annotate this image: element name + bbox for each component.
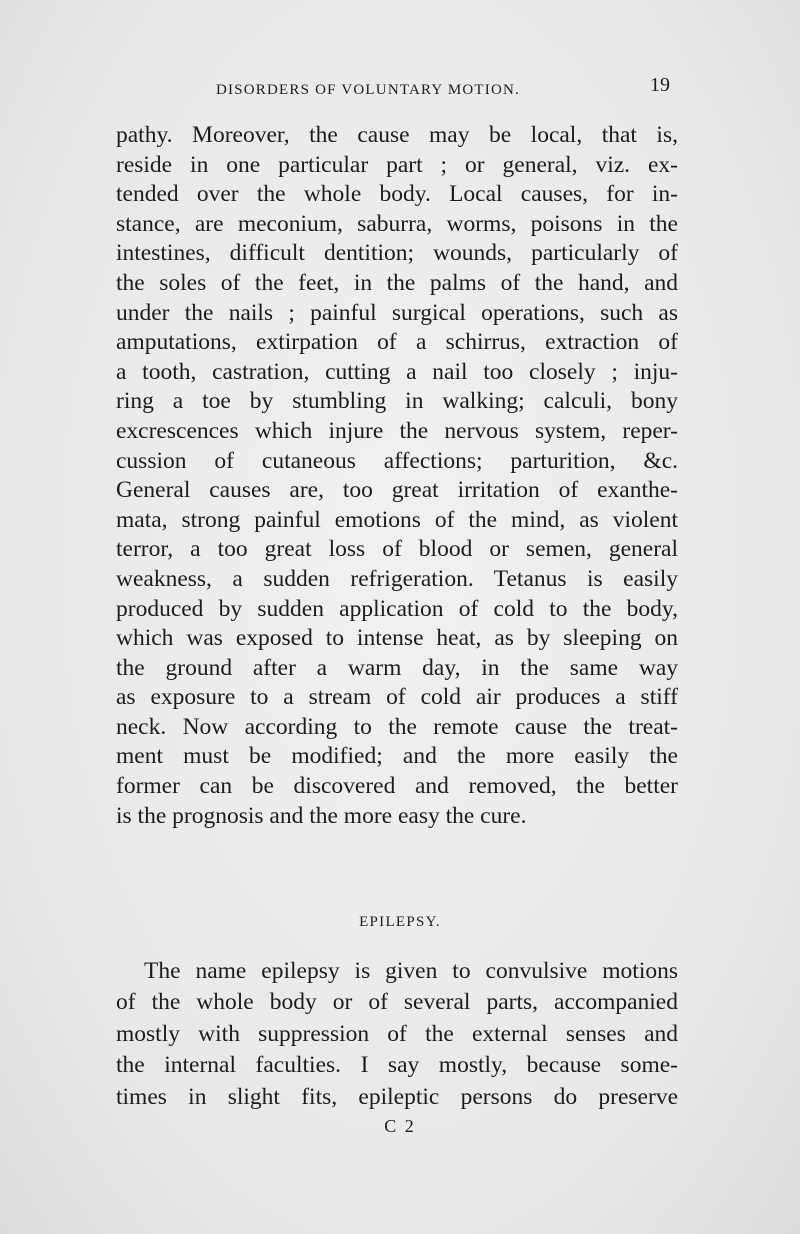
- text-line: terror, a too great loss of blood or semen, general: [116, 536, 678, 563]
- signature-mark: C 2: [384, 1116, 416, 1136]
- text-line: weakness, a sudden refrigeration. Tetanus is easily: [116, 565, 678, 592]
- page-number: 19: [650, 74, 670, 96]
- text-line: former can be discovered and removed, the better: [116, 773, 678, 800]
- text-line: which was exposed to intense heat, as by sleeping on: [116, 625, 678, 652]
- body-paragraph: [116, 121, 678, 831]
- text-line: pathy. Moreover, the cause may be local, that is,: [116, 122, 678, 148]
- text-line: tended over the whole body. Local causes, for in-: [116, 181, 678, 208]
- section-paragraph: [116, 956, 678, 1113]
- section-heading: EPILEPSY.: [359, 914, 441, 930]
- text-line: reside in one particular part ; or general, viz. ex-: [116, 151, 678, 178]
- text-line: as exposure to a stream of cold air produces a stiff: [116, 684, 678, 711]
- running-head: DISORDERS OF VOLUNTARY MOTION.: [216, 82, 520, 98]
- text-line: of the whole body or of several parts, accompanied: [116, 989, 678, 1016]
- text-line: the internal faculties. I say mostly, because some-: [116, 1052, 678, 1079]
- text-line: mostly with suppression of the external senses and: [116, 1020, 678, 1047]
- text-line: times in slight fits, epileptic persons do preserve: [116, 1083, 678, 1110]
- text-line: the soles of the feet, in the palms of the hand, and: [116, 269, 678, 296]
- text-line: produced by sudden application of cold to the body,: [116, 595, 678, 622]
- text-line: General causes are, too great irritation of exanthe-: [116, 477, 678, 504]
- text-line: intestines, difficult dentition; wounds, particularly of: [116, 240, 678, 267]
- text-line: excrescences which injure the nervous system, reper-: [116, 417, 678, 444]
- page-header: [120, 74, 680, 106]
- text-line: under the nails ; painful surgical operations, such as: [116, 299, 678, 326]
- text-line: mata, strong painful emotions of the mind, as violent: [116, 506, 678, 533]
- text-line: ment must be modified; and the more easily the: [116, 743, 678, 770]
- text-line: the ground after a warm day, in the same way: [116, 654, 678, 681]
- text-line: ring a toe by stumbling in walking; calculi, bony: [116, 388, 678, 415]
- text-line: a tooth, castration, cutting a nail too closely ; inju-: [116, 358, 678, 385]
- text-line: stance, are meconium, saburra, worms, poisons in the: [116, 210, 678, 237]
- text-line: The name epilepsy is given to convulsive motions: [144, 958, 678, 984]
- text-line: cussion of cutaneous affections; parturition, &c.: [116, 447, 678, 474]
- text-line: is the prognosis and the more easy the cure.: [116, 802, 527, 829]
- text-line: amputations, extirpation of a schirrus, extraction of: [116, 329, 678, 356]
- text-line: neck. Now according to the remote cause the treat-: [116, 713, 678, 740]
